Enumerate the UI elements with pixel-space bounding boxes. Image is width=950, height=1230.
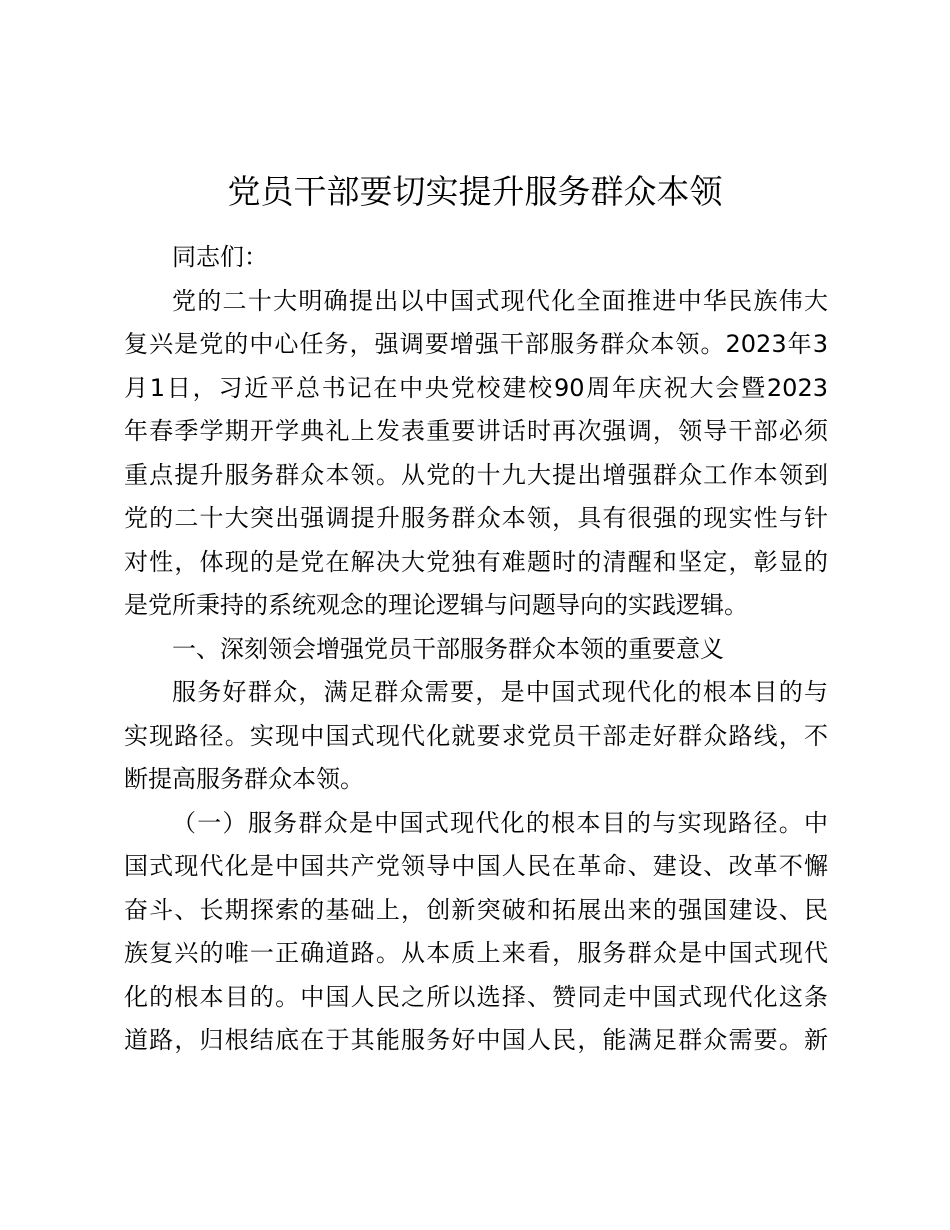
paragraph-line: 复兴是党的中心任务，强调要增强干部服务群众本领。2023年3 (124, 330, 828, 358)
paragraph-line: 断提高服务群众本领。 (124, 765, 364, 793)
section-heading: 一、深刻领会增强党员干部服务群众本领的重要意义 (172, 634, 724, 663)
document-body (124, 236, 828, 1063)
paragraph-line: 服务好群众，满足群众需要，是中国式现代化的根本目的与 (172, 678, 828, 706)
document-title: 党员干部要切实提升服务群众本领 (227, 172, 723, 211)
paragraph-line: 年春季学期开学典礼上发表重要讲话时再次强调，领导干部必须 (124, 417, 828, 445)
paragraph-line: 是党所秉持的系统观念的理论逻辑与问题导向的实践逻辑。 (124, 591, 748, 619)
paragraph-line: 实现路径。实现中国式现代化就要求党员干部走好群众路线，不 (124, 721, 828, 750)
paragraph-line: 国式现代化是中国共产党领导中国人民在革命、建设、改革不懈 (124, 852, 828, 880)
paragraph-line: 族复兴的唯一正确道路。从本质上来看，服务群众是中国式现代 (124, 939, 828, 967)
paragraph-line: 重点提升服务群众本领。从党的十九大提出增强群众工作本领到 (124, 460, 828, 489)
paragraph-line: 对性，体现的是党在解决大党独有难题时的清醒和坚定，彰显的 (124, 547, 828, 576)
subsection-line: （一）服务群众是中国式现代化的根本目的与实现路径。中 (172, 808, 828, 837)
paragraph-line: 月1日，习近平总书记在中央党校建校90周年庆祝大会暨2023 (124, 373, 828, 402)
paragraph-line: 党的二十大突出强调提升服务群众本领，具有很强的现实性与针 (124, 504, 828, 532)
salutation-line: 同志们： (172, 243, 268, 271)
paragraph-line: 党的二十大明确提出以中国式现代化全面推进中华民族伟大 (172, 286, 828, 315)
paragraph-line: 道路，归根结底在于其能服务好中国人民，能满足群众需要。新 (124, 1026, 828, 1054)
paragraph-line: 化的根本目的。中国人民之所以选择、赞同走中国式现代化这条 (124, 982, 828, 1011)
paragraph-line: 奋斗、长期探索的基础上，创新突破和拓展出来的强国建设、民 (124, 895, 828, 924)
